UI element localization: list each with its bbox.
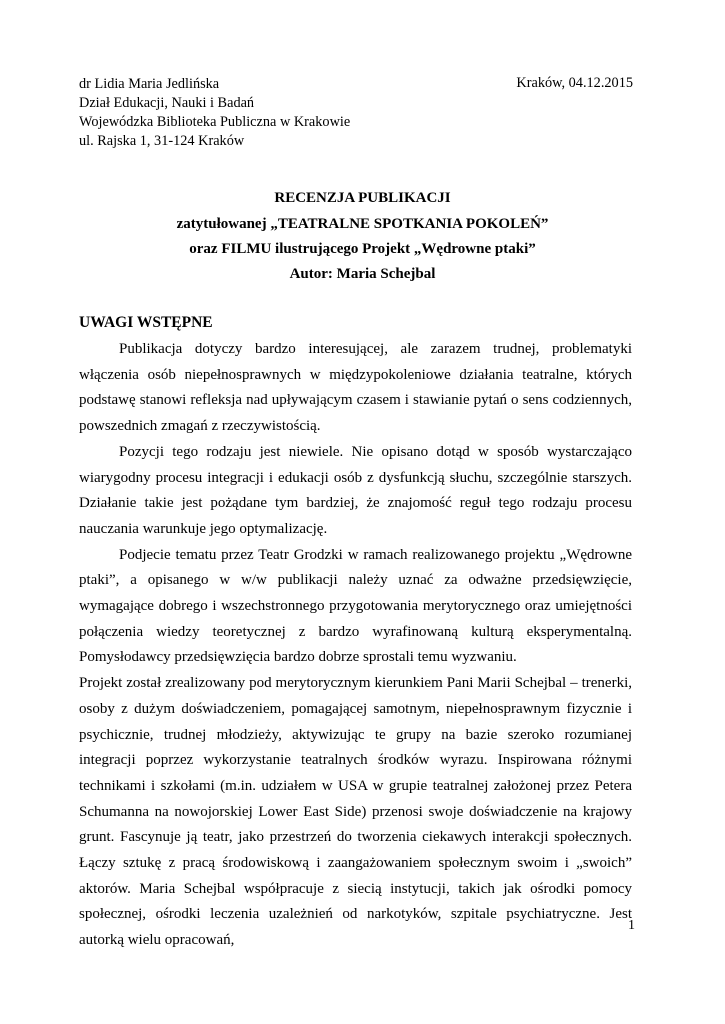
body-text [79, 337, 632, 954]
author-line: Autor: Maria Schejbal [289, 266, 436, 282]
library-address: ul. Rajska 1, 31-124 Kraków [79, 133, 245, 149]
film-title: oraz FILMU ilustrującego Projekt „Wędrowne ptaki” [189, 241, 536, 257]
paragraph-2: Pozycji tego rodzaju jest niewiele. Nie opisano dotąd w sposób wystarczająco wiarygodny procesu integracji i edukacji osób z dysfunkcją słuchu, szczególnie starszych. Działanie takie jest pożądane tym bardziej, że znajomość reguł tego rodzaju procesu nauczania warunkuje jego optymalizację. [79, 443, 632, 537]
paragraph-3: Podjecie tematu przez Teatr Grodzki w ramach realizowanego projektu „Wędrowne ptaki”, a opisanego w w/w publikacji należy uznać za odważne przedsięwzięcie, wymagające dobrego i wszechstronnego przygotowania merytorycznego oraz umiejętności połączenia wiedzy teoretycznej z bardzo wyrafinowaną kulturą eksperymentalną. Pomysłodawcy przedsięwzięcia bardzo dobrze sprostali temu wyzwaniu. [79, 546, 632, 666]
paragraph-1: Publikacja dotyczy bardzo interesującej, ale zarazem trudnej, problematyki włączenia osób niepełnosprawnych w międzypokoleniowe działania teatralne, których podstawę stanowi refleksja nad upływającym czasem i stawianie pytań o sens codziennych, powszednich zmagań z rzeczywistością. [79, 341, 632, 435]
author-name: dr Lidia Maria Jedlińska [79, 76, 220, 92]
review-title: RECENZJA PUBLIKACJI [274, 190, 451, 206]
section-heading: UWAGI WSTĘPNE [79, 314, 213, 331]
publication-title: zatytułowanej „TEATRALNE SPOTKANIA POKOLEŃ” [176, 216, 549, 232]
place-date: Kraków, 04.12.2015 [516, 75, 633, 91]
paragraph-4: Projekt został zrealizowany pod merytorycznym kierunkiem Pani Marii Schejbal – trenerki, osoby z dużym doświadczeniem, pomagającej samotnym, niepełnosprawnym fizycznie i psychicznie, trudnej młodzieży, aktywizując te grupy na bazie szeroko rozumianej integracji poprzez wykorzystanie teatralnych środków wyrazu. Inspirowana różnymi technikami i szkołami (m.in. udziałem w USA w grupie teatralnej założonej przez Petera Schumanna na nowojorskiej Lower East Side) przenosi swoje doświadczenie na krajowy grunt. Fascynuje ją teatr, jako przestrzeń do tworzenia ciekawych interakcji społecznych. Łączy sztukę z pracą środowiskową i zaangażowaniem społecznym swoim i „swoich” aktorów. Maria Schejbal współpracuje z siecią instytucji, takich jak ośrodki pomocy społecznej, ośrodki leczenia uzależnień od narkotyków, szpitale psychiatryczne. Jest autorką wielu opracowań, [79, 675, 632, 949]
library-name: Wojewódzka Biblioteka Publiczna w Krakowie [79, 114, 351, 130]
page-number: 1 [628, 918, 635, 933]
department-name: Dział Edukacji, Nauki i Badań [79, 95, 255, 111]
